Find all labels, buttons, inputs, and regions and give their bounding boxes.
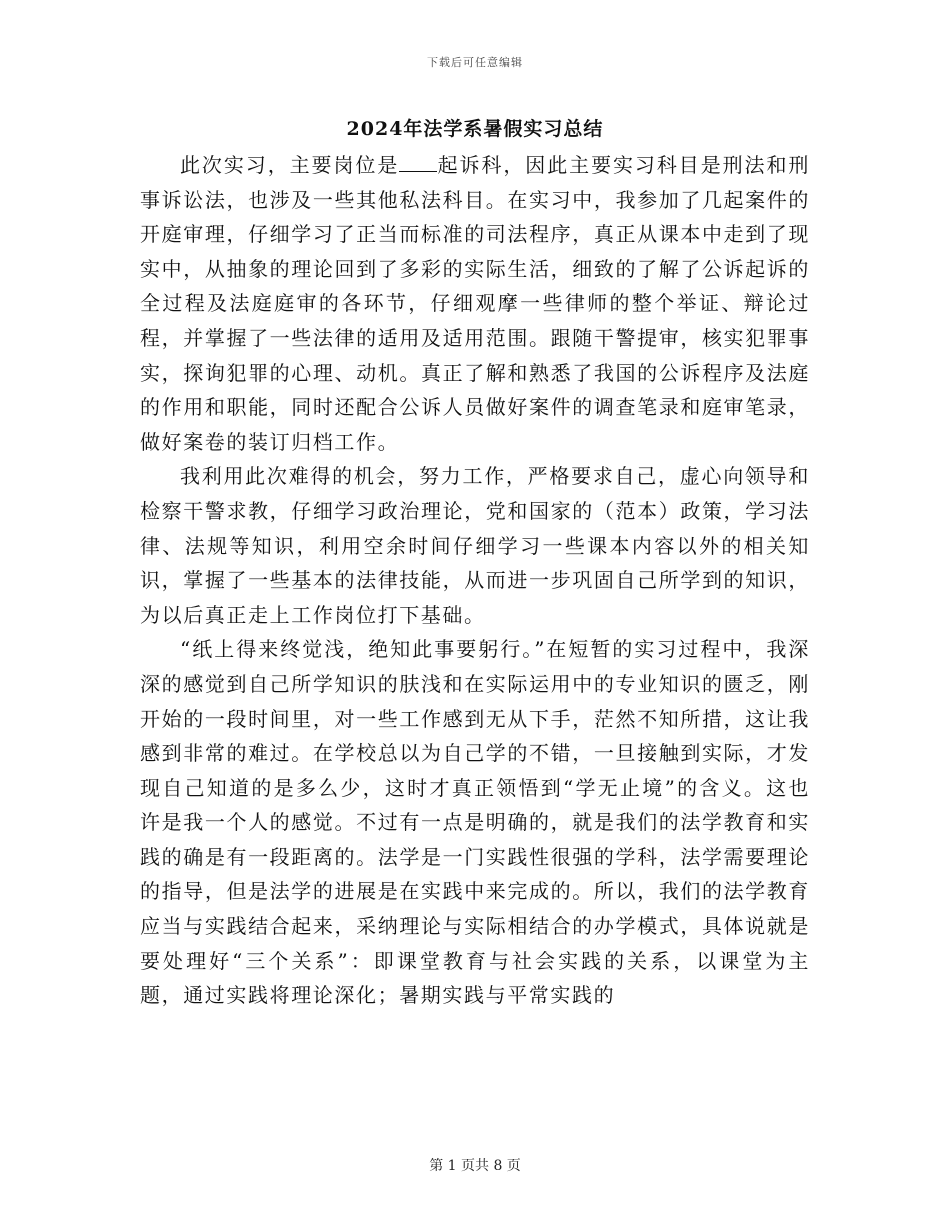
paragraph-1: [140, 148, 810, 459]
paragraph-2: 我利用此次难得的机会，努力工作，严格要求自己，虚心向领导和检察干警求教，仔细学习政治理论，党和国家的（范本）政策，学习法律、法规等知识，利用空余时间仔细学习一些课本内容以外的相关知识，掌握了一些基本的法律技能，从而进一步巩固自己所学到的知识，为以后真正走上工作岗位打下基础。: [140, 464, 810, 627]
paragraph-1-lead: 此次实习，主要岗位是: [180, 153, 400, 177]
document-body: [140, 148, 810, 1013]
paragraph-3: “纸上得来终觉浅，绝知此事要躬行。”在短暂的实习过程中，我深深的感觉到自己所学知识的肤浅和在实际运用中的专业知识的匮乏，刚开始的一段时间里，对一些工作感到无从下手，茫然不知所措，这让我感到非常的难过。在学校总以为自己学的不错，一旦接触到实际，才发现自己知道的是多么少，这时才真正领悟到“学无止境”的含义。这也许是我一个人的感觉。不过有一点是明确的，就是我们的法学教育和实践的确是有一段距离的。法学是一门实践性很强的学科，法学需要理论的指导，但是法学的进展是在实践中来完成的。所以，我们的法学教育应当与实践结合起来，采纳理论与实际相结合的办学模式，具体说就是要处理好“三个关系”：即课堂教育与社会实践的关系，以课堂为主题，通过实践将理论深化；暑期实践与平常实践的: [140, 637, 810, 1008]
page-number: 第 1 页共 8 页: [429, 1158, 521, 1174]
paragraph-1-rest: 起诉科，因此主要实习科目是刑法和刑事诉讼法，也涉及一些其他私法科目。在实习中，我参加了几起案件的开庭审理，仔细学习了正当而标准的司法程序，真正从课本中走到了现实中，从抽象的理论回到了多彩的实际生活，细致的了解了公诉起诉的全过程及法庭庭审的各环节，仔细观摩一些律师的整个举证、辩论过程，并掌握了一些法律的适用及适用范围。跟随干警提审，核实犯罪事实，探询犯罪的心理、动机。真正了解和熟悉了我国的公诉程序及法庭的作用和职能，同时还配合公诉人员做好案件的调查笔录和庭审笔录，做好案卷的装订归档工作。: [140, 153, 811, 454]
page-header-note: 下载后可任意编辑: [427, 56, 523, 69]
document-title: 2024年法学系暑假实习总结: [346, 118, 604, 140]
fill-in-blank: [399, 153, 437, 172]
